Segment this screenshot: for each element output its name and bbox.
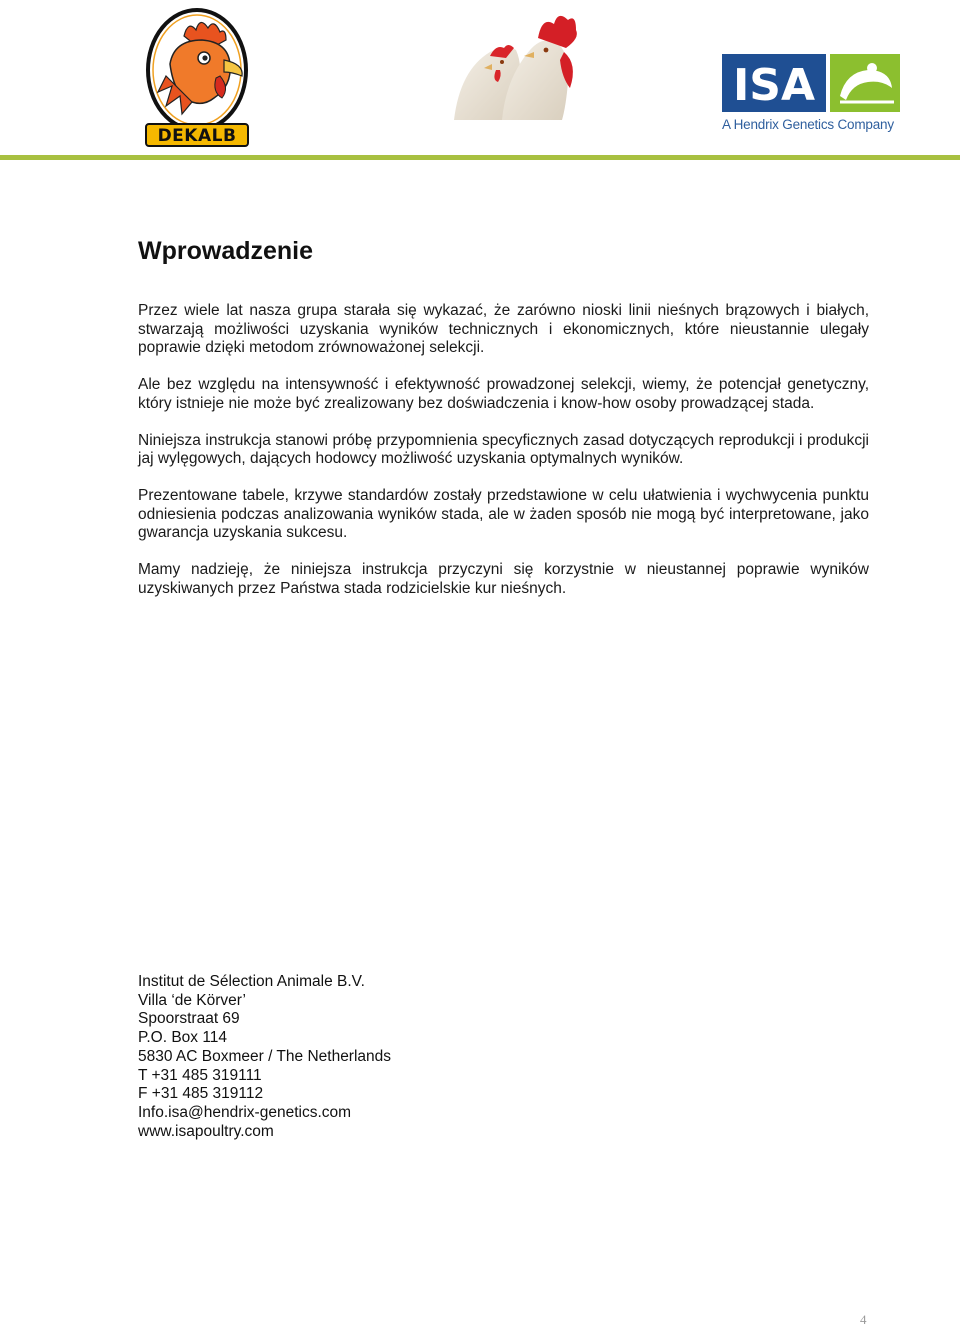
- paragraph-5: Mamy nadzieję, że niniejsza instrukcja przyczyni się korzystnie w nieustannej poprawie wyników uzyskiwanych przez Państwa stada rodzicielskie kur nieśnych.: [138, 561, 869, 597]
- address-website[interactable]: www.isapoultry.com: [138, 1122, 274, 1140]
- isa-tagline: A Hendrix Genetics Company: [722, 117, 894, 132]
- contact-address: [138, 973, 391, 1141]
- paragraph-3: Niniejsza instrukcja stanowi próbę przypomnienia specyficznych zasad dotyczących reprodukcji i produkcji jaj wylęgowych, dających hodowcy możliwość uzyskania optymalnych wyników.: [138, 431, 869, 468]
- address-po-box: P.O. Box 114: [138, 1029, 228, 1047]
- address-city: 5830 AC Boxmeer / The Netherlands: [138, 1047, 392, 1065]
- isa-logo-text: ISA: [732, 60, 816, 111]
- address-fax: F +31 485 319112: [138, 1085, 264, 1103]
- address-phone: T +31 485 319111: [138, 1066, 262, 1084]
- address-street: Spoorstraat 69: [138, 1010, 240, 1028]
- dekalb-rooster-logo: [144, 6, 250, 148]
- page-header: [0, 0, 960, 162]
- paragraph-2: Ale bez względu na intensywność i efektywność prowadzonej selekcji, wiemy, że potencjał genetyczny, który istnieje nie może być zrealizowany bez doświadczenia i know-how osoby prowadzącej stada.: [138, 376, 869, 412]
- address-email[interactable]: Info.isa@hendrix-genetics.com: [138, 1103, 352, 1121]
- main-content: [138, 236, 869, 616]
- dekalb-logo-text: DEKALB: [157, 126, 237, 146]
- white-hens-photo: [446, 8, 580, 120]
- address-company: Institut de Sélection Animale B.V.: [138, 973, 365, 990]
- isa-logo-mark: [722, 54, 900, 112]
- page-title: Wprowadzenie: [138, 237, 314, 265]
- paragraph-4: Prezentowane tabele, krzywe standardów zostały przedstawione w celu ułatwienia i wychwycenia punktu odniesienia podczas analizowania wyników stada, ale w żaden sposób nie mogą być interpretowane, jako gwarancja uzyskania sukcesu.: [138, 486, 869, 542]
- page-number: 4: [860, 1312, 867, 1327]
- header-divider: [0, 155, 960, 160]
- paragraph-1: Przez wiele lat nasza grupa starała się wykazać, że zarówno nioski linii nieśnych brązowych i białych, stwarzają możliwości uzyskania wyników technicznych i ekonomicznych, które nieustannie ulegały poprawie dzięki metodom zrównoważonej selekcji.: [138, 302, 869, 357]
- isa-logo: [722, 54, 900, 136]
- address-villa: Villa ‘de Körver’: [138, 991, 246, 1009]
